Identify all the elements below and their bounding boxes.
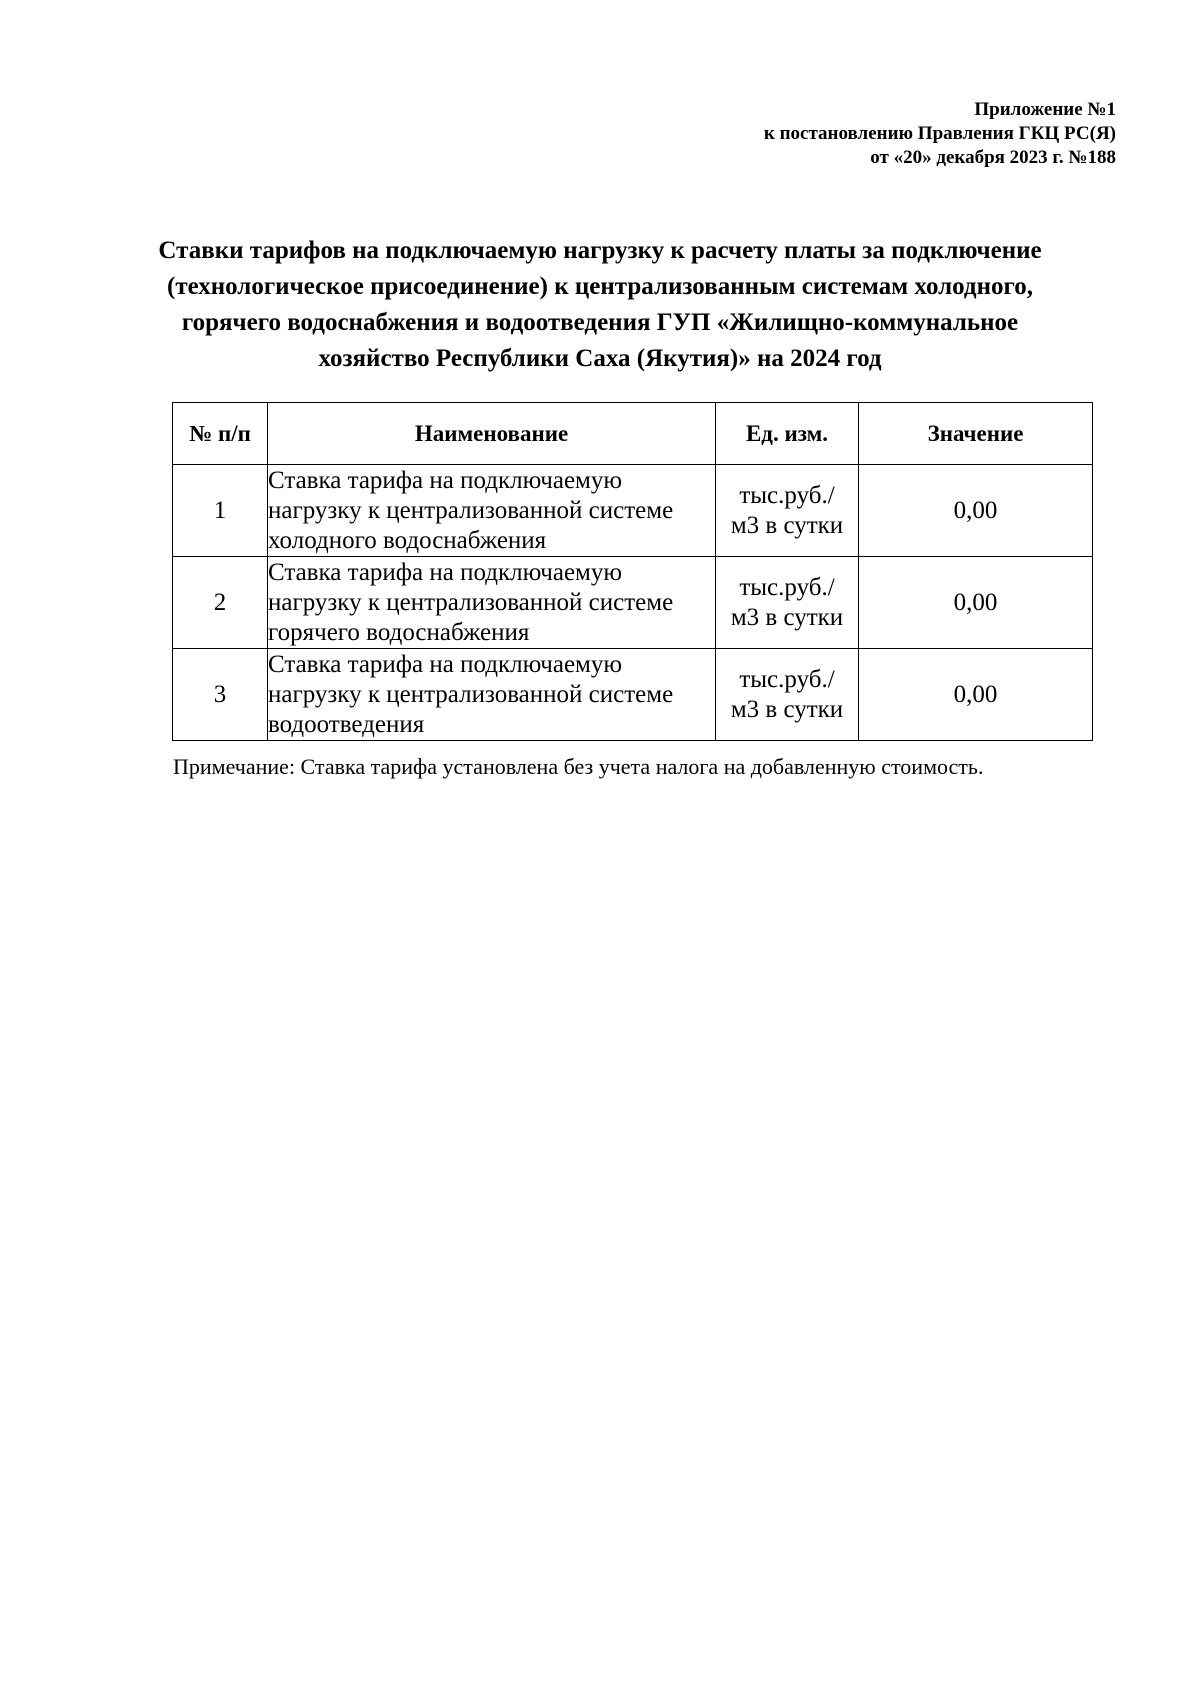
table-row [173, 557, 1093, 649]
column-header-name: Наименование [268, 403, 716, 465]
appendix-line: к постановлению Правления ГКЦ РС(Я) [763, 123, 1116, 144]
appendix-reference [764, 98, 1116, 170]
title-line: горячего водоснабжения и водоотведения ГУП «Жилищно-коммунальное [181, 309, 1019, 336]
table-row [173, 465, 1093, 557]
row-name-line: холодного водоснабжения [268, 526, 547, 554]
row-unit-line: тыс.руб./ [739, 481, 835, 509]
row-unit [716, 557, 859, 649]
row-unit [716, 465, 859, 557]
appendix-line: Приложение №1 [974, 99, 1116, 120]
title-line: Ставки тарифов на подключаемую нагрузку к расчету платы за подключение [158, 237, 1042, 264]
row-value: 0,00 [859, 649, 1093, 741]
row-name-line: нагрузку к централизованной системе [268, 680, 674, 708]
row-number: 1 [173, 465, 268, 557]
footnote: Примечание: Ставка тарифа установлена без учета налога на добавленную стоимость. [173, 754, 984, 779]
row-number: 2 [173, 557, 268, 649]
document-title [150, 233, 1050, 377]
table-row [173, 649, 1093, 741]
title-line: хозяйство Республики Саха (Якутия)» на 2024 год [318, 345, 882, 372]
row-unit-line: м3 в сутки [730, 511, 844, 539]
row-number: 3 [173, 649, 268, 741]
row-value: 0,00 [859, 557, 1093, 649]
column-header-unit: Ед. изм. [716, 403, 859, 465]
row-unit-line: м3 в сутки [730, 603, 844, 631]
table-header-row [173, 403, 1093, 465]
title-line: (технологическое присоединение) к централизованным системам холодного, [167, 273, 1033, 300]
row-name [268, 649, 716, 741]
row-name-line: Ставка тарифа на подключаемую [268, 558, 623, 586]
row-unit [716, 649, 859, 741]
row-name-line: Ставка тарифа на подключаемую [268, 466, 623, 494]
appendix-line: от «20» декабря 2023 г. №188 [870, 147, 1116, 168]
row-name-line: водоотведения [268, 710, 425, 738]
row-name [268, 465, 716, 557]
tariff-table [172, 402, 1093, 741]
row-name [268, 557, 716, 649]
row-name-line: нагрузку к централизованной системе [268, 496, 674, 524]
row-name-line: Ставка тарифа на подключаемую [268, 650, 623, 678]
column-header-value: Значение [859, 403, 1093, 465]
row-unit-line: тыс.руб./ [739, 665, 835, 693]
row-unit-line: тыс.руб./ [739, 573, 835, 601]
row-name-line: нагрузку к централизованной системе [268, 588, 674, 616]
row-unit-line: м3 в сутки [730, 695, 844, 723]
column-header-number: № п/п [173, 403, 268, 465]
row-name-line: горячего водоснабжения [268, 618, 530, 646]
row-value: 0,00 [859, 465, 1093, 557]
